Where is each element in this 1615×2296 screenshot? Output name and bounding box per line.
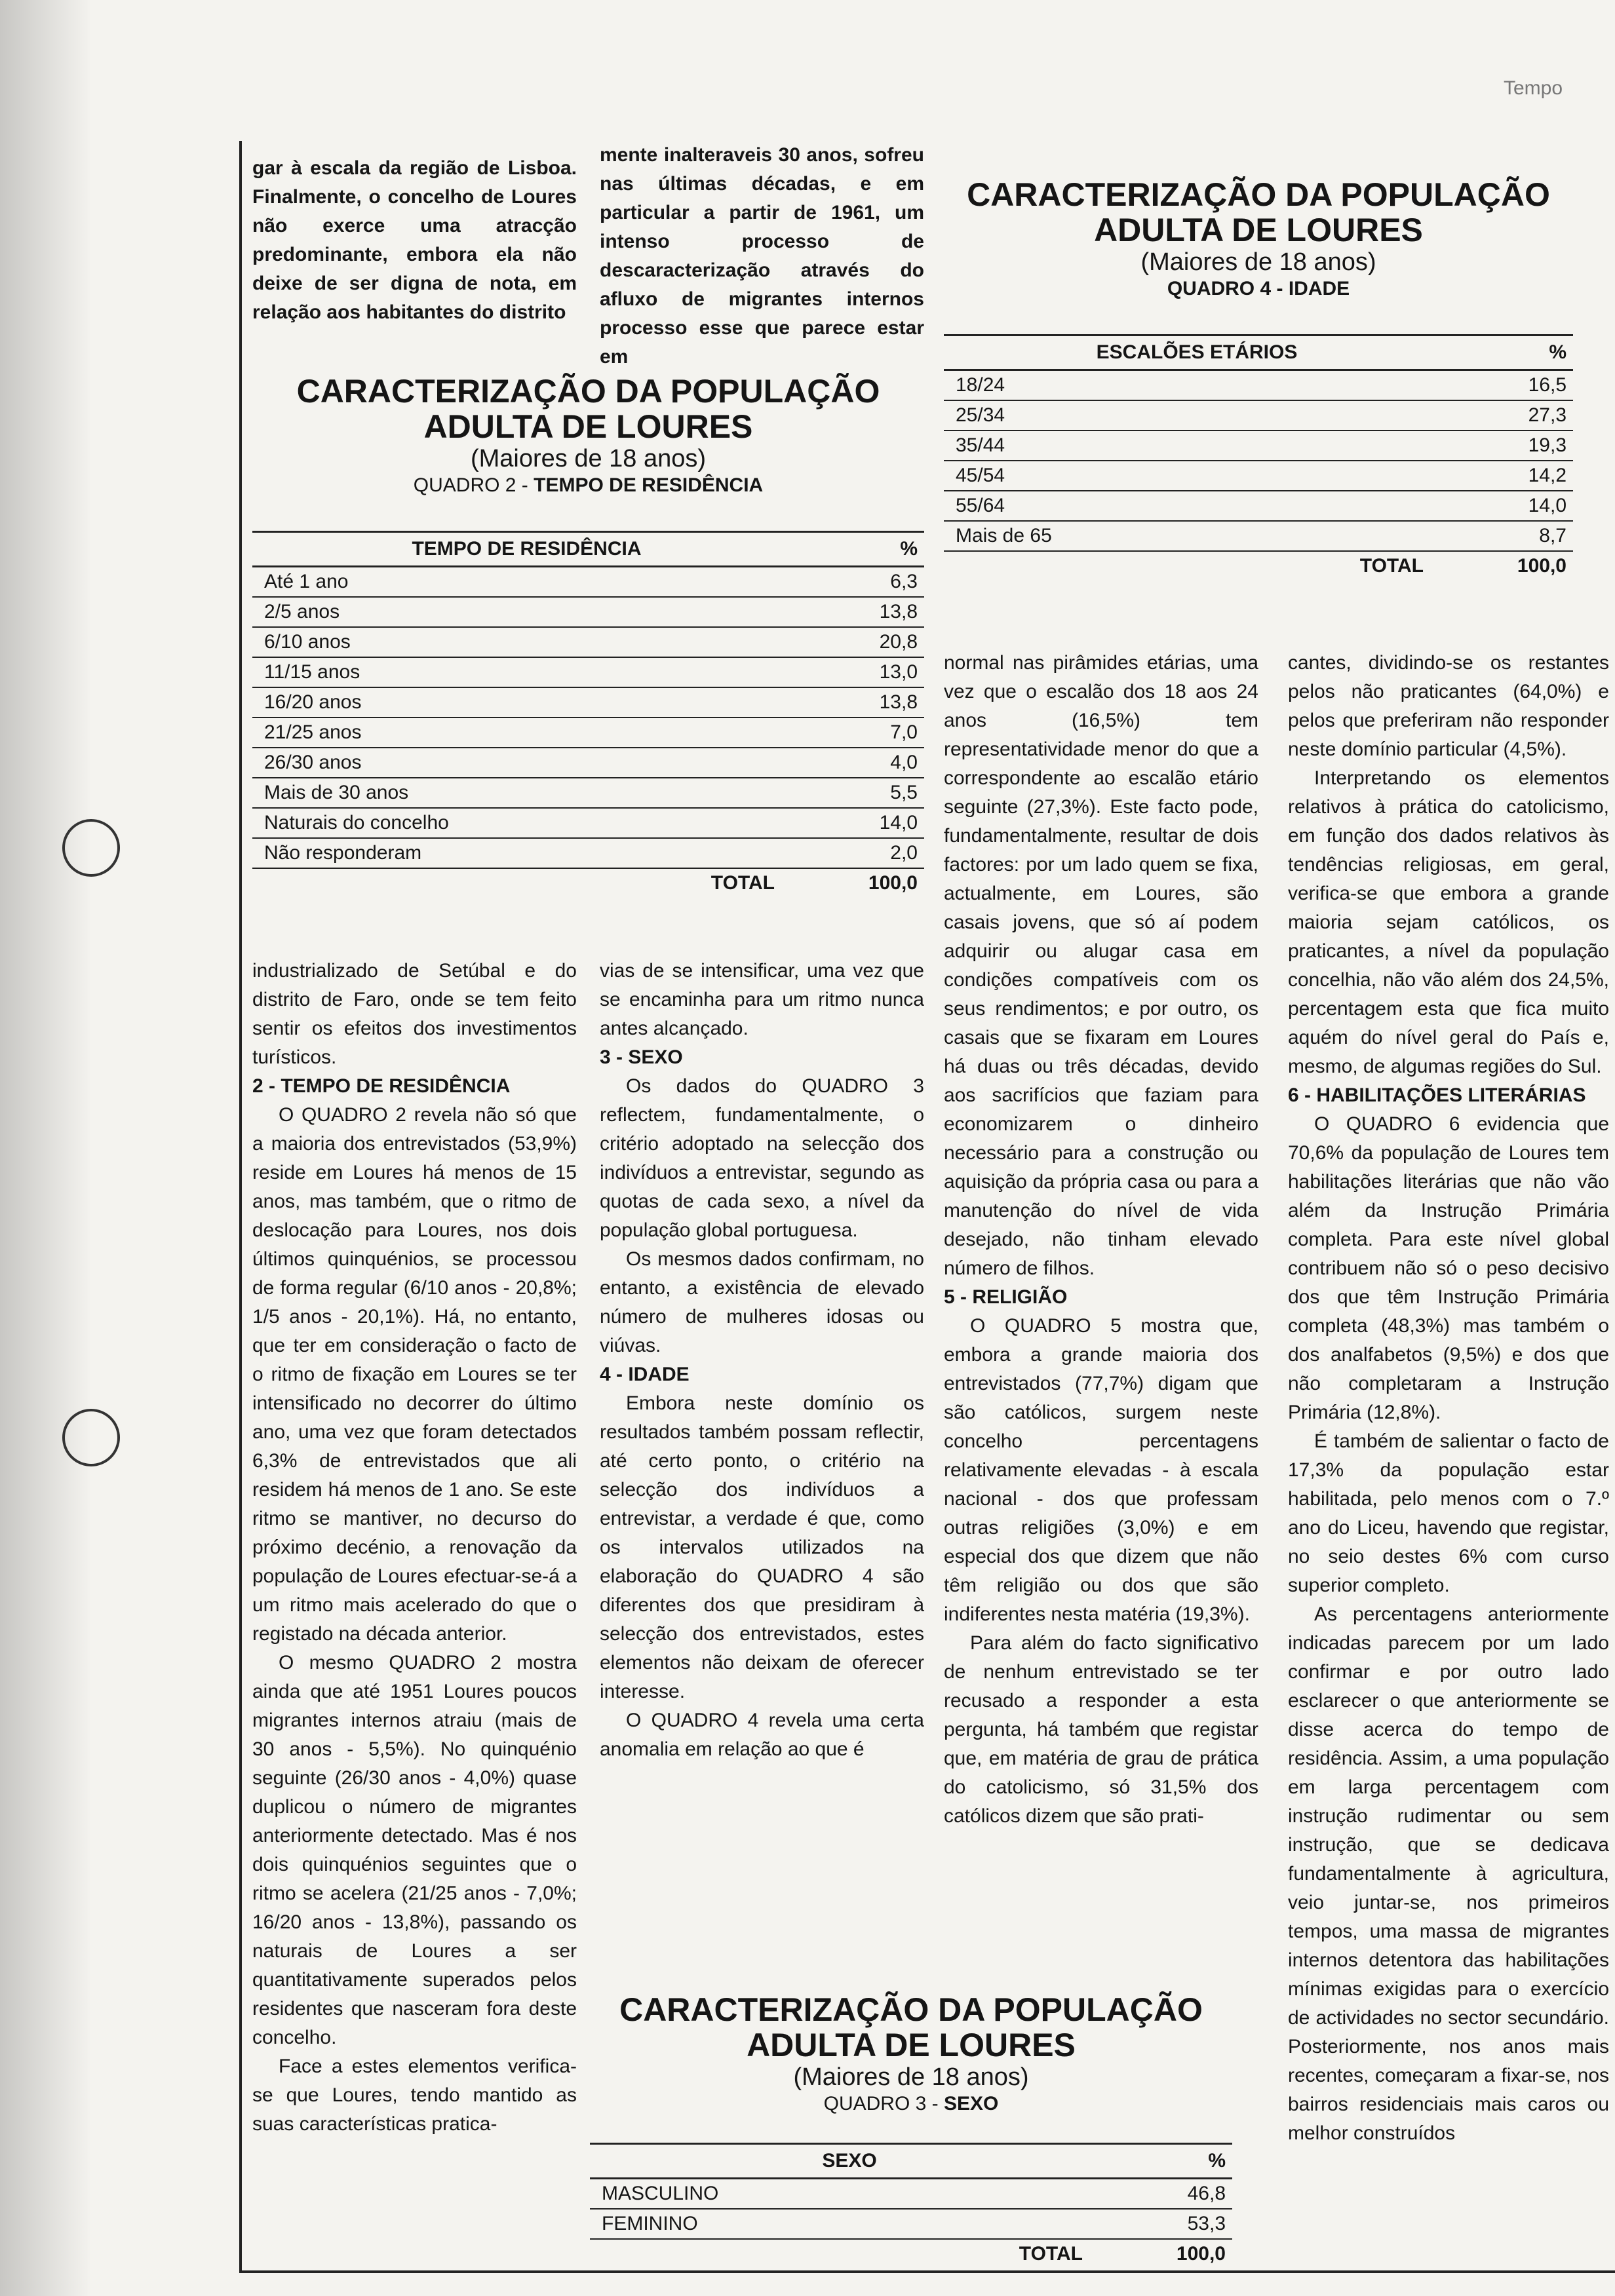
column-2 xyxy=(600,957,924,1764)
table-subtitle: (Maiores de 18 anos) xyxy=(1140,248,1376,276)
paragraph: Embora neste domínio os resultados também possam reflectir, até certo ponto, o critério na selecção dos indivíduos a entrevistar, a verdade é que, como os intervalos utilizados na elaboração do QUADRO 4 são diferentes dos que presidiram à selecção dos entrevistados, estes elementos não deixam de oferecer interesse. xyxy=(600,1392,924,1702)
table-title-line2: ADULTA DE LOURES xyxy=(747,2027,1076,2063)
column-1 xyxy=(252,957,577,2139)
column-header-percent: % xyxy=(801,532,924,567)
paragraph: É também de salientar o facto de 17,3% da população estar habilitada, pelo menos com o 7.º ano do Liceu, havendo que registar, no seio destes 6% com curso superior completo. xyxy=(1288,1430,1609,1596)
table-title: CARACTERIZAÇÃO DA POPULAÇÃO xyxy=(296,373,880,410)
table-row: 35/44 19,3 xyxy=(944,430,1573,461)
paragraph: O QUADRO 2 revela não só que a maioria dos entrevistados (53,9%) reside em Loures há menos de 15 anos, mas também, que o ritmo de deslocação para Loures, nos dois últimos quinquénios, se processou de forma regular (6/10 anos - 20,8%; 1/5 anos - 20,1%). Há, no entanto, que ter em consideração o facto de o ritmo de fixação em Loures se ter intensificado no decorrer do último ano, uma vez que foram detectados 6,3% de entrevistados que ali residem há menos de 1 ano. Se este ritmo se mantiver, no decurso do próximo decénio, a renovação da população de Loures efectuar-se-á a um ritmo mais acelerado do que o registado na década anterior. xyxy=(252,1104,577,1645)
table-row: 25/34 27,3 xyxy=(944,400,1573,430)
table-total-row: TOTAL 100,0 xyxy=(710,872,918,894)
table-row: 21/25 anos 7,0 xyxy=(252,718,924,748)
column-3 xyxy=(944,649,1258,1831)
paragraph: Os dados do QUADRO 3 reflectem, fundamentalmente, o critério adoptado na selecção dos indivíduos a entrevistar, segundo as quotas de cada sexo, a nível da população global portuguesa. xyxy=(600,1075,924,1241)
section-heading-religiao: 5 - RELIGIÃO xyxy=(944,1286,1068,1308)
paragraph: cantes, dividindo-se os restantes pelos não praticantes (64,0%) e pelos que preferiram não responder neste domínio particular (4,5%). xyxy=(1288,652,1609,760)
table-row: Mais de 30 anos 5,5 xyxy=(252,778,924,808)
top-left-text xyxy=(252,154,577,327)
running-header: Tempo xyxy=(1503,77,1563,99)
table-row: Até 1 ano 6,3 xyxy=(252,567,924,598)
table-row: 6/10 anos 20,8 xyxy=(252,627,924,657)
age-table xyxy=(944,334,1573,581)
table-total-row: TOTAL 100,0 xyxy=(1359,555,1566,577)
table-title: CARACTERIZAÇÃO DA POPULAÇÃO xyxy=(619,1991,1203,2028)
section-heading-residencia: 2 - TEMPO DE RESIDÊNCIA xyxy=(252,1075,511,1097)
table-row: MASCULINO 46,8 xyxy=(590,2179,1232,2210)
quadro-4-table xyxy=(944,177,1573,581)
paragraph: Para além do facto significativo de nenhum entrevistado se ter recusado a responder a esta pergunta, há também que registar que, em matéria de grau de prática do catolicismo, só 31,5% dos católicos dizem que são prati- xyxy=(944,1632,1258,1827)
section-heading-idade: 4 - IDADE xyxy=(600,1364,690,1385)
table-row: 18/24 16,5 xyxy=(944,370,1573,401)
section-heading-habilitacoes: 6 - HABILITAÇÕES LITERÁRIAS xyxy=(1288,1084,1586,1106)
table-subtitle: (Maiores de 18 anos) xyxy=(793,2063,1029,2091)
paragraph: O QUADRO 6 evidencia que 70,6% da população de Loures tem habilitações literárias que não vão além da Instrução Primária completa. Para este nível global contribuem não só o peso decisivo dos que têm Instrução Primária completa (48,3%) mas também o dos analfabetos (9,5%) e dos que não completaram a Instrução Primária (12,8%). xyxy=(1288,1113,1609,1423)
punch-hole-lower xyxy=(62,1409,120,1466)
paragraph: Os mesmos dados confirmam, no entanto, a existência de elevado número de mulheres idosas ou viúvas. xyxy=(600,1248,924,1356)
table-quadro-label: QUADRO 3 - SEXO xyxy=(823,2093,999,2114)
sex-table xyxy=(590,2143,1232,2268)
table-title-line2: ADULTA DE LOURES xyxy=(1094,212,1423,248)
punch-hole-upper xyxy=(62,819,120,877)
column-header-age: ESCALÕES ETÁRIOS xyxy=(944,335,1450,370)
table-quadro-label: QUADRO 2 - TEMPO DE RESIDÊNCIA xyxy=(413,474,764,496)
paragraph: Interpretando os elementos relativos à prática do catolicismo, em função dos dados relativos às tendências religiosas, em geral, verifica-se que embora a grande maioria sejam católicos, os praticantes, a nível da população concelhia, não vão além dos 24,5%, percentagem esta que fica muito aquém do nível geral do País e, mesmo, de algumas regiões do Sul. xyxy=(1288,767,1609,1077)
table-row: 55/64 14,0 xyxy=(944,491,1573,521)
paragraph: As percentagens anteriormente indicadas parecem por um lado confirmar e por outro lado esclarecer o que anteriormente se disse acerca do tempo de residência. Assim, a uma população em larga percentagem com instrução rudimentar ou sem instrução, que se dedicava fundamentalmente à agricultura, veio juntar-se, nos primeiros tempos, uma massa de migrantes internos detentora das habilitações mínimas exigidas para o exercício de actividades no sector secundário. Posteriormente, nos anos mais recentes, começaram a fixar-se, nos bairros residenciais mais caros ou melhor construídos xyxy=(1288,1603,1609,2144)
paragraph: O QUADRO 4 revela uma certa anomalia em relação ao que é xyxy=(600,1710,924,1760)
paragraph: vias de se intensificar, uma vez que se encaminha para um ritmo nunca antes alcançado. xyxy=(600,960,924,1039)
scan-shadow xyxy=(0,0,92,2296)
section-heading-sexo: 3 - SEXO xyxy=(600,1046,683,1068)
paragraph: industrializado de Setúbal e do distrito de Faro, onde se tem feito sentir os efeitos dos investimentos turísticos. xyxy=(252,960,577,1068)
table-title: CARACTERIZAÇÃO DA POPULAÇÃO xyxy=(967,176,1550,213)
table-row: 11/15 anos 13,0 xyxy=(252,657,924,687)
paragraph: O mesmo QUADRO 2 mostra ainda que até 1951 Loures poucos migrantes internos atraiu (mais de 30 anos - 5,5%). No quinquénio seguinte (26/30 anos - 4,0%) quase duplicou o número de migrantes anteriormente detectado. Mas é nos dois quinquénios seguintes que o ritmo se acelera (21/25 anos - 7,0%; 16/20 anos - 13,8%), passando os naturais de Loures a ser quantitativamente superados pelos residentes que nasceram fora deste concelho. xyxy=(252,1652,577,2048)
top-middle-paragraph: mente inalteraveis 30 anos, sofreu nas últimas décadas, e em particular a partir de 1961, um intenso processo de descaracterização através do afluxo de migrantes internos processo esse que parece estar em xyxy=(600,144,924,368)
paragraph: O QUADRO 5 mostra que, embora a grande maioria dos entrevistados (77,7%) digam que são católicos, surgem neste concelho percentagens relativamente elevadas - à escala nacional - dos que professam outras religiões (3,0%) e em especial dos que dizem que não têm religião ou dos que são indiferentes nesta matéria (19,3%). xyxy=(944,1315,1258,1625)
table-row: Não responderam 2,0 xyxy=(252,838,924,868)
column-header-percent: % xyxy=(1450,335,1573,370)
paragraph: normal nas pirâmides etárias, uma vez que o escalão dos 18 aos 24 anos (16,5%) tem representatividade menor do que a correspondente ao escalão etário seguinte (27,3%). Este facto pode, fundamentalmente, resultar de dois factores: por um lado quem se fixa, actualmente, em Loures, são casais jovens, que só aí podem adquirir ou alugar casa em condições compatíveis com os seus rendimentos; e por outro, os casais que se fixaram em Loures há duas ou três décadas, devido aos sacrifícios que faziam para economizarem o dinheiro necessário para a construção ou aquisição da própria casa ou para a manutenção do nível de vida desejado, não tinham elevado número de filhos. xyxy=(944,652,1258,1279)
quadro-2-table xyxy=(252,373,924,898)
column-4 xyxy=(1288,649,1609,2148)
table-row: 16/20 anos 13,8 xyxy=(252,687,924,718)
quadro-3-table xyxy=(590,1992,1232,2268)
table-row: 45/54 14,2 xyxy=(944,461,1573,491)
table-total-row: TOTAL 100,0 xyxy=(1019,2243,1226,2265)
top-left-paragraph: gar à escala da região de Lisboa. Finalmente, o concelho de Loures não exerce uma atracção predominante, embora ela não deixe de ser digna de nota, em relação aos habitantes do distrito xyxy=(252,157,577,323)
column-header-residence: TEMPO DE RESIDÊNCIA xyxy=(252,532,801,567)
table-title-line2: ADULTA DE LOURES xyxy=(423,408,753,445)
paragraph: Face a estes elementos verifica-se que Loures, tendo mantido as suas características pratica- xyxy=(252,2056,577,2135)
table-quadro-label: QUADRO 4 - IDADE xyxy=(1167,278,1350,299)
table-row: 26/30 anos 4,0 xyxy=(252,748,924,778)
table-row: Naturais do concelho 14,0 xyxy=(252,808,924,838)
residence-table xyxy=(252,531,924,898)
table-row: 2/5 anos 13,8 xyxy=(252,597,924,627)
table-row: FEMININO 53,3 xyxy=(590,2209,1232,2239)
table-subtitle: (Maiores de 18 anos) xyxy=(470,445,707,472)
top-middle-text xyxy=(600,141,924,372)
column-header-sex: SEXO xyxy=(590,2144,1109,2179)
column-header-percent: % xyxy=(1109,2144,1232,2179)
table-row: Mais de 65 8,7 xyxy=(944,521,1573,551)
